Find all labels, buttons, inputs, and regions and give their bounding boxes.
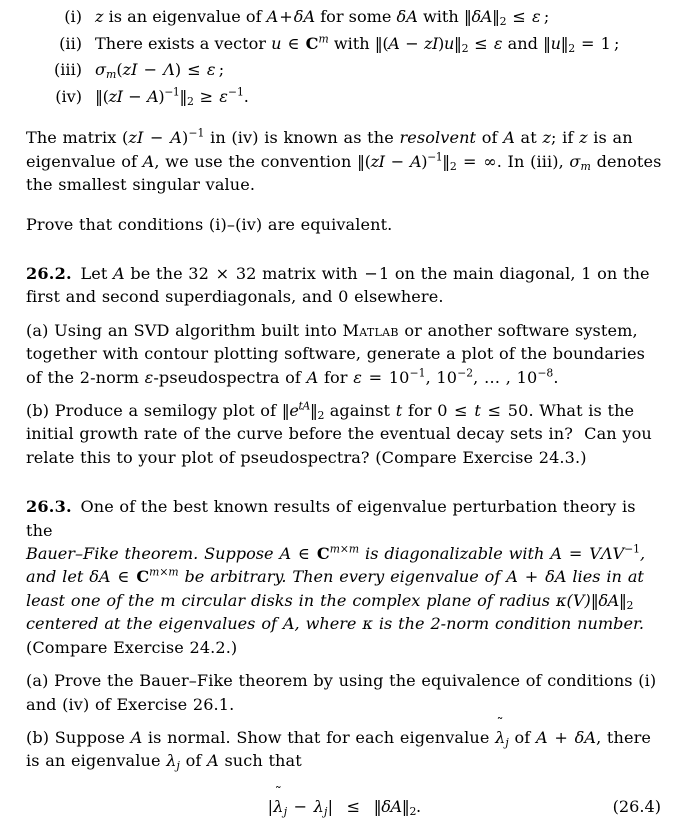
part-b-label: (b) [26, 401, 50, 421]
condition-item-ii [26, 31, 663, 58]
condition-label-iii: (iii) [54, 60, 82, 80]
exercise-26-2-part-b: (b) Produce a semilogy plot of $‖e^{tA}‖_2$ against t for 0 ≤ t ≤ 50. What is the initial growth rate of the curve before the eventual decay sets in? Can you relate this to your plot of pseudospectra? (Compare Exercise 24.3.) [26, 399, 652, 467]
exercise-26-2-number: 26.2. [26, 264, 72, 283]
equation-body: | ˜ $\lambda_j - \lambda_j|$ ≤ $‖\delta A‖_2$. [267, 785, 422, 818]
exercise-26-3-intro-text: One of the best known results of eigenvalue perturbation theory is the [26, 497, 636, 540]
part-a-label: (a) [26, 320, 49, 340]
part-b-label: (b) [26, 727, 50, 747]
conditions-list [26, 4, 663, 110]
condition-item-iv [26, 84, 663, 111]
condition-text-iv: ‖(zI − $A)^{-1}‖_2 \ge \varepsilon^{-1}$. [95, 85, 249, 108]
resolvent-term: resolvent [399, 128, 477, 148]
condition-label-ii: (ii) [59, 33, 82, 53]
condition-label-i: (i) [64, 7, 82, 26]
exercise-26-3-crossref: (Compare Exercise 24.2.) [26, 637, 238, 657]
condition-text-i: z is an eigenvalue of A+δA for some δA with $‖\delta A‖_2 \le \varepsilon$ ; [95, 7, 550, 28]
part-a-label: (a) [26, 671, 49, 691]
condition-label-iv: (iv) [55, 86, 82, 106]
exercise-26-3-intro [26, 495, 663, 542]
displayed-equation-26-4 [26, 785, 663, 825]
condition-item-i [26, 4, 663, 31]
exercise-26-3-part-b: (b) Suppose A is normal. Show that for each eigenvalue ˜ $\lambda_j$ of A + δA, there is an eigenvalue $\lambda_j$ of A such that [26, 716, 651, 773]
exercise-26-3-number: 26.3. [26, 497, 72, 517]
prove-instruction [26, 213, 663, 236]
equation-number: (26.4) [612, 796, 661, 816]
exercise-26-3-part-a: (a) Prove the Bauer–Fike theorem by using the equivalence of conditions (i) and (iv) of Exercise 26.1. [26, 671, 657, 714]
bauer-fike-theorem-statement: Bauer–Fike theorem. Suppose A ∈ $C^{m\times m}$ is diagonalizable with $A = V\Lambda V^{-1}$, and let δA ∈ $C^{m\times m}$ be arbitrary. Then every eigenvalue of A + δA lies in at least one of the m circular disks in the complex plane of radius $\kappa(V)‖\delta A‖_2$ centered at the eigenvalues of A, where κ is the 2-norm condition number. [26, 542, 646, 634]
exercise-26-2-crossref: (Compare Exercise 24.3.) [375, 447, 587, 467]
exercise-26-2-intro: 26.2. Let A be the 32 × 32 matrix with −1 on the main diagonal, 1 on the first and second superdiagonals, and 0 elsewhere. [26, 264, 650, 307]
matlab-name: Matlab [342, 320, 399, 340]
exercise-26-2-part-a: (a) Using an SVD algorithm built into Matlab or another software system, together with contour plotting software, generate a plot of the boundaries of the 2-norm ε-pseudospectra of A for $\varepsilon = 10^{-1}$, $10^{-2}$, … , $10^{-8}$. [26, 320, 646, 387]
condition-item-iii [26, 57, 663, 84]
condition-text-iii: $\sigma_m(zI - \Lambda) \le \varepsilon$ ; [95, 60, 225, 82]
prove-instruction-text: Prove that conditions (i)–(iv) are equivalent. [26, 214, 393, 234]
condition-text-ii: There exists a vector u ∈ $C^m$ with ‖(A − $zI)u‖_2 \le \varepsilon$ and $‖u‖_2 = 1$ ; [95, 32, 620, 55]
resolvent-paragraph: The matrix (zI − A)$^{-1}$ in (iv) is known as the resolvent of A at z; if z is an eigenvalue of A, we use the convention ‖(zI − $A)^{-1}‖_2$ = ∞. In (iii), $\sigma_m$ denotes the smallest singular value. [26, 127, 662, 195]
